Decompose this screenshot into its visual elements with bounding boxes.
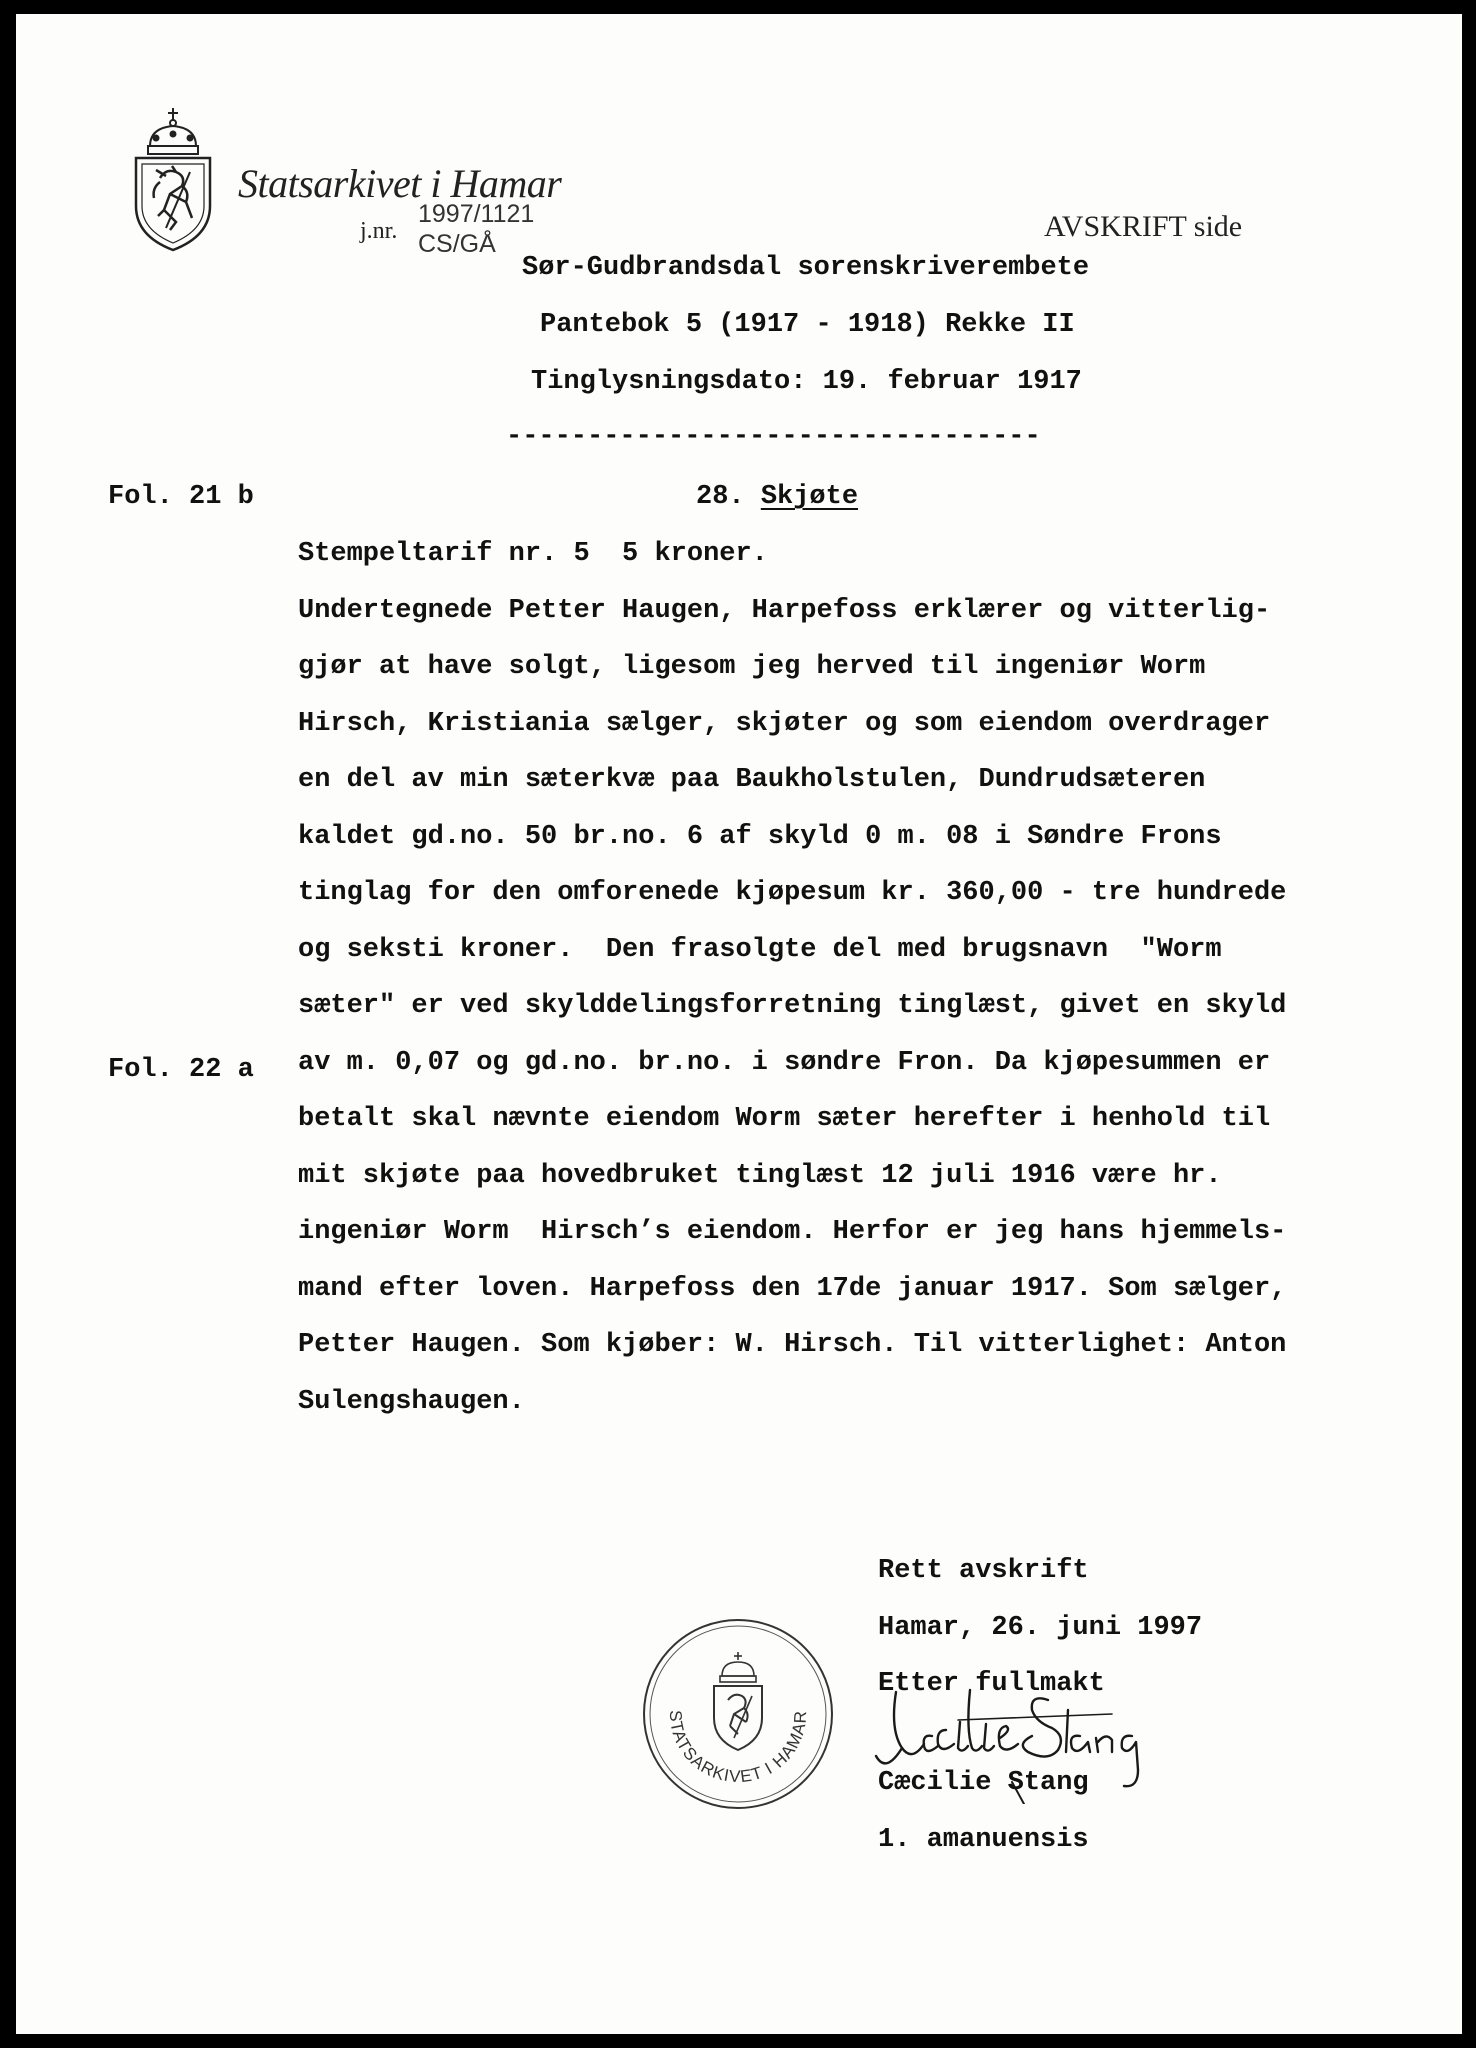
journal-number-value: 1997/1121 — [418, 200, 535, 228]
deed-text-line: betalt skal nævnte eiendom Worm sæter herefter i henhold til — [298, 1104, 1271, 1134]
deed-text-line: en del av min sæterkvæ paa Baukholstulen, Dundrudsæteren — [298, 765, 1206, 795]
deed-text-line: Stempeltarif nr. 5 5 kroner. — [298, 539, 768, 569]
certification-place-date: Hamar, 26. juni 1997 — [878, 1613, 1203, 1643]
heading-divider: --------------------------------- — [506, 422, 1041, 452]
deed-text-line: ingeniør Worm Hirsch’s eiendom. Herfor er jeg hans hjemmels- — [298, 1217, 1287, 1247]
deed-text-line: Undertegnede Petter Haugen, Harpefoss erklærer og vitterlig- — [298, 596, 1271, 626]
clerk-initials: CS/GÅ — [418, 230, 496, 258]
signatory-name: Cæcilie Stang — [878, 1768, 1089, 1798]
deed-text-line: av m. 0,07 og gd.no. br.no. i søndre Fron. Da kjøpesummen er — [298, 1048, 1271, 1078]
entry-number: 28. — [696, 482, 745, 512]
seal-text: STATSARKIVET I HAMAR — [665, 1709, 811, 1787]
heading-date: Tinglysningsdato: 19. februar 1917 — [531, 367, 1082, 397]
document-page — [16, 14, 1462, 2034]
entry-type: Skjøte — [760, 482, 859, 512]
deed-text-line: Petter Haugen. Som kjøber: W. Hirsch. Til vitterlighet: Anton — [298, 1330, 1287, 1360]
heading-court: Sør-Gudbrandsdal sorenskriverembete — [522, 253, 1090, 283]
archive-seal — [640, 1616, 836, 1812]
deed-text-line: sæter" er ved skylddelingsforretning tinglæst, givet en skyld — [298, 991, 1287, 1021]
copy-label: AVSKRIFT side — [1044, 210, 1243, 243]
certification-authority: Etter fullmakt — [878, 1669, 1105, 1699]
journal-number-label: j.nr. — [360, 218, 398, 244]
heading-book: Pantebok 5 (1917 - 1918) Rekke II — [540, 310, 1075, 340]
svg-text:STATSARKIVET I HAMAR — [666, 1710, 810, 1786]
deed-text-line: og seksti kroner. Den frasolgte del med brugsnavn "Worm — [298, 935, 1222, 965]
certification-line: Rett avskrift — [878, 1556, 1089, 1586]
deed-text-line: Hirsch, Kristiania sælger, skjøter og som eiendom overdrager — [298, 709, 1271, 739]
coat-of-arms-logo — [130, 106, 216, 252]
folio-note: Fol. 22 a — [108, 1055, 254, 1085]
deed-text-line: mand efter loven. Harpefoss den 17de januar 1917. Som sælger, — [298, 1274, 1287, 1304]
deed-text-line: tinglag for den omforenede kjøpesum kr. 360,00 - tre hundrede — [298, 878, 1287, 908]
entry-title — [696, 484, 858, 511]
deed-text-line: gjør at have solgt, ligesom jeg herved til ingeniør Worm — [298, 652, 1206, 682]
deed-text-line: mit skjøte paa hovedbruket tinglæst 12 juli 1916 være hr. — [298, 1161, 1222, 1191]
signatory-title: 1. amanuensis — [878, 1825, 1089, 1855]
deed-text-line: kaldet gd.no. 50 br.no. 6 af skyld 0 m. 08 i Søndre Frons — [298, 822, 1222, 852]
archive-name: Statsarkivet i Hamar — [238, 161, 562, 206]
folio-note: Fol. 21 b — [108, 482, 254, 512]
deed-text-line: Sulengshaugen. — [298, 1387, 525, 1417]
